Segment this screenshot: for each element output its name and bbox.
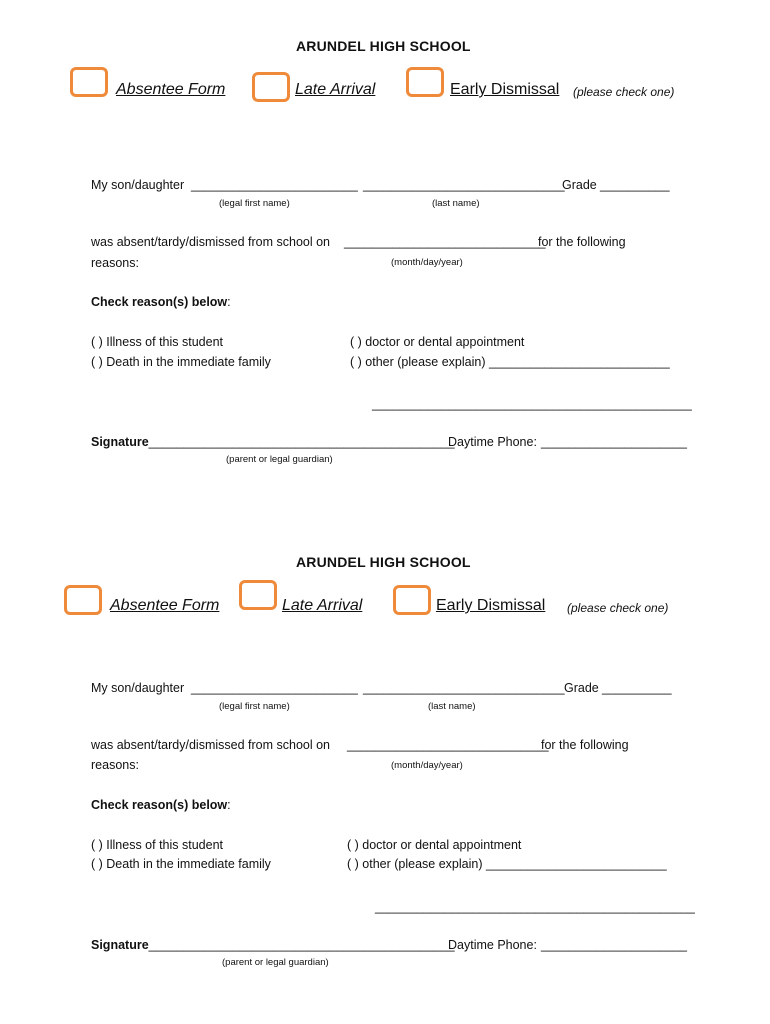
school-title: ARUNDEL HIGH SCHOOL — [296, 554, 471, 570]
explain-line[interactable]: ______________________________________________ — [375, 900, 695, 914]
date-caption: (month/day/year) — [391, 257, 463, 268]
last-name-caption: (last name) — [432, 198, 480, 209]
late-arrival-checkbox[interactable] — [239, 580, 277, 610]
early-dismissal-checkbox[interactable] — [406, 67, 444, 97]
absentee-form-label: Absentee Form — [110, 597, 220, 614]
signature-row — [91, 938, 455, 952]
phone-field[interactable]: _____________________ — [541, 435, 687, 449]
reason-death[interactable]: ( ) Death in the immediate family — [91, 857, 271, 871]
absent-label: was absent/tardy/dismissed from school on — [91, 235, 330, 249]
first-name-field[interactable]: ________________________ — [191, 681, 358, 695]
grade-field[interactable]: __________ — [602, 681, 672, 695]
first-name-caption: (legal first name) — [219, 701, 290, 712]
early-dismissal-checkbox[interactable] — [393, 585, 431, 615]
following-label: for the following — [541, 738, 629, 752]
last-name-field[interactable]: _____________________________ — [363, 681, 565, 695]
son-daughter-label: My son/daughter — [91, 178, 185, 192]
absentee-form-checkbox[interactable] — [70, 67, 108, 97]
date-field[interactable]: _____________________________ — [344, 235, 546, 249]
date-field[interactable]: _____________________________ — [347, 738, 549, 752]
date-caption: (month/day/year) — [391, 760, 463, 771]
signature-field[interactable]: ____________________________________________ — [148, 435, 455, 449]
please-check-note: (please check one) — [567, 601, 669, 615]
phone-field[interactable]: _____________________ — [541, 938, 687, 952]
last-name-caption: (last name) — [428, 701, 476, 712]
reason-other[interactable]: ( ) other (please explain) __________________________ — [347, 857, 667, 871]
absentee-form-label: Absentee Form — [116, 81, 226, 98]
reason-illness[interactable]: ( ) Illness of this student — [91, 335, 224, 349]
late-arrival-checkbox[interactable] — [252, 72, 290, 102]
explain-line[interactable]: ______________________________________________ — [372, 397, 692, 411]
reason-illness[interactable]: ( ) Illness of this student — [91, 838, 224, 852]
early-dismissal-label: Early Dismissal — [436, 597, 546, 614]
early-dismissal-label: Early Dismissal — [450, 81, 560, 98]
first-name-field[interactable]: ________________________ — [191, 178, 358, 192]
grade-field[interactable]: __________ — [600, 178, 670, 192]
check-reasons-heading: Check reason(s) below: — [91, 295, 231, 309]
school-title: ARUNDEL HIGH SCHOOL — [296, 38, 471, 54]
reason-other[interactable]: ( ) other (please explain) __________________________ — [350, 355, 670, 369]
grade-label: Grade — [564, 681, 599, 695]
son-daughter-label: My son/daughter — [91, 681, 185, 695]
signature-field[interactable]: ____________________________________________ — [148, 938, 455, 952]
late-arrival-label: Late Arrival — [282, 597, 363, 614]
reasons-label: reasons: — [91, 758, 139, 772]
guardian-caption: (parent or legal guardian) — [226, 454, 333, 465]
phone-label: Daytime Phone: — [448, 435, 537, 449]
late-arrival-label: Late Arrival — [295, 81, 376, 98]
reason-appointment[interactable]: ( ) doctor or dental appointment — [350, 335, 525, 349]
phone-label: Daytime Phone: — [448, 938, 537, 952]
reasons-label: reasons: — [91, 256, 139, 270]
following-label: for the following — [538, 235, 626, 249]
please-check-note: (please check one) — [573, 85, 675, 99]
first-name-caption: (legal first name) — [219, 198, 290, 209]
absent-label: was absent/tardy/dismissed from school on — [91, 738, 330, 752]
grade-label: Grade — [562, 178, 597, 192]
last-name-field[interactable]: _____________________________ — [363, 178, 565, 192]
reason-appointment[interactable]: ( ) doctor or dental appointment — [347, 838, 522, 852]
guardian-caption: (parent or legal guardian) — [222, 957, 329, 968]
check-reasons-heading: Check reason(s) below: — [91, 798, 231, 812]
signature-label: Signature — [91, 435, 149, 449]
absentee-form-checkbox[interactable] — [64, 585, 102, 615]
signature-label: Signature — [91, 938, 149, 952]
signature-row — [91, 435, 455, 449]
reason-death[interactable]: ( ) Death in the immediate family — [91, 355, 271, 369]
